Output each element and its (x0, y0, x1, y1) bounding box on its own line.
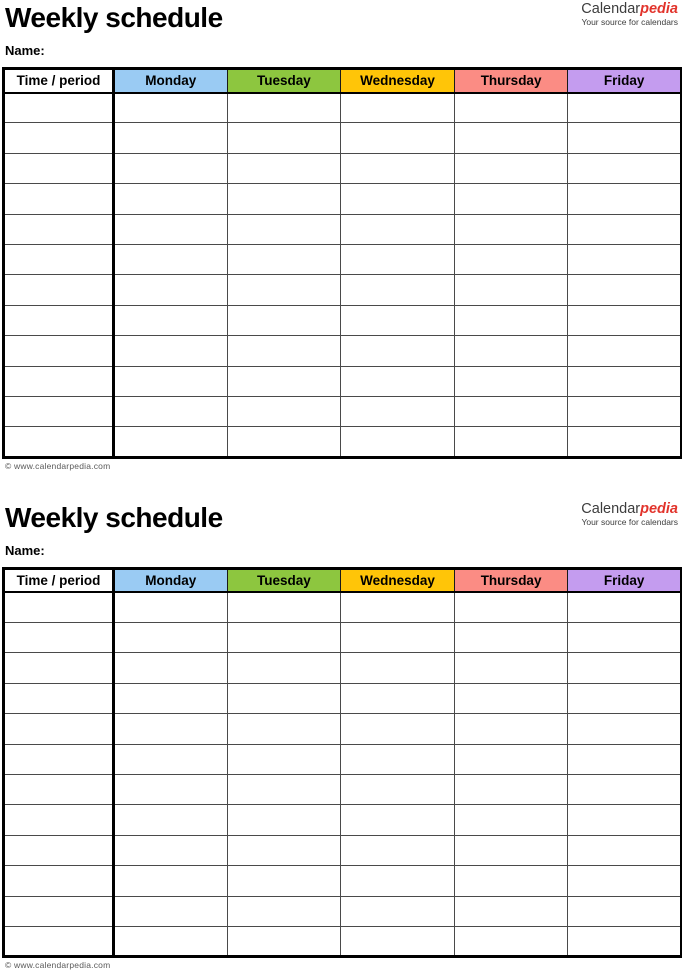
header-cell-time-period: Time / period (4, 69, 114, 93)
day-cell (568, 336, 682, 366)
day-cell (341, 184, 455, 214)
day-cell (454, 93, 568, 123)
day-cell (114, 123, 228, 153)
header-cell-time-period: Time / period (4, 568, 114, 592)
day-cell (454, 275, 568, 305)
day-cell (454, 805, 568, 835)
logo-part1: Calendar (581, 1, 641, 17)
schedule-section-2 (0, 502, 682, 970)
day-cell (341, 275, 455, 305)
time-period-cell (4, 427, 114, 457)
day-cell (454, 396, 568, 426)
day-cell (568, 123, 682, 153)
day-cell (114, 275, 228, 305)
day-cell (227, 214, 341, 244)
day-cell (341, 835, 455, 865)
day-cell (114, 336, 228, 366)
header-cell-thursday: Thursday (454, 69, 568, 93)
day-cell (227, 775, 341, 805)
day-cell (454, 714, 568, 744)
schedule-row (4, 336, 682, 366)
day-cell (454, 153, 568, 183)
day-cell (114, 775, 228, 805)
time-period-cell (4, 214, 114, 244)
header-cell-tuesday: Tuesday (227, 568, 341, 592)
schedule-row (4, 305, 682, 335)
day-cell (114, 427, 228, 457)
day-cell (568, 93, 682, 123)
day-cell (454, 366, 568, 396)
header-cell-friday: Friday (568, 69, 682, 93)
day-cell (341, 427, 455, 457)
day-cell (341, 896, 455, 926)
day-cell (454, 123, 568, 153)
day-cell (454, 866, 568, 896)
logo-part2: pedia (640, 1, 678, 17)
day-cell (454, 184, 568, 214)
schedule-row (4, 714, 682, 744)
day-cell (114, 153, 228, 183)
day-cell (568, 926, 682, 956)
day-cell (568, 805, 682, 835)
time-period-cell (4, 275, 114, 305)
day-cell (114, 896, 228, 926)
day-cell (227, 123, 341, 153)
day-cell (341, 214, 455, 244)
schedule-row (4, 184, 682, 214)
header-cell-tuesday: Tuesday (227, 69, 341, 93)
day-cell (227, 926, 341, 956)
day-cell (227, 244, 341, 274)
day-cell (454, 835, 568, 865)
logo-tagline: Your source for calendars (581, 17, 678, 28)
schedule-row (4, 653, 682, 683)
schedule-row (4, 153, 682, 183)
schedule-row (4, 896, 682, 926)
day-cell (454, 336, 568, 366)
schedule-row (4, 926, 682, 956)
day-cell (341, 244, 455, 274)
schedule-row (4, 805, 682, 835)
day-cell (568, 396, 682, 426)
header-cell-wednesday: Wednesday (341, 568, 455, 592)
day-cell (227, 683, 341, 713)
day-cell (454, 305, 568, 335)
time-period-cell (4, 653, 114, 683)
day-cell (568, 592, 682, 622)
time-period-cell (4, 592, 114, 622)
time-period-cell (4, 683, 114, 713)
day-cell (568, 714, 682, 744)
day-cell (341, 926, 455, 956)
day-cell (227, 336, 341, 366)
day-cell (568, 244, 682, 274)
day-cell (114, 805, 228, 835)
day-cell (227, 93, 341, 123)
time-period-cell (4, 866, 114, 896)
name-label: Name: (5, 542, 45, 558)
day-cell (114, 244, 228, 274)
page-title: Weekly schedule (5, 2, 223, 33)
time-period-cell (4, 336, 114, 366)
day-cell (227, 805, 341, 835)
day-cell (341, 683, 455, 713)
schedule-table (2, 67, 682, 459)
logo-part2: pedia (640, 500, 678, 517)
day-cell (227, 275, 341, 305)
schedule-header-row (4, 568, 682, 592)
day-cell (114, 866, 228, 896)
day-cell (568, 305, 682, 335)
day-cell (227, 866, 341, 896)
day-cell (227, 184, 341, 214)
schedule-row (4, 244, 682, 274)
day-cell (568, 153, 682, 183)
time-period-cell (4, 775, 114, 805)
time-period-cell (4, 835, 114, 865)
schedule-row (4, 275, 682, 305)
schedule-row (4, 366, 682, 396)
schedule-table (2, 567, 682, 959)
time-period-cell (4, 744, 114, 774)
day-cell (454, 592, 568, 622)
copyright-text: © www.calendarpedia.com (5, 460, 111, 471)
day-cell (114, 305, 228, 335)
time-period-cell (4, 805, 114, 835)
day-cell (114, 714, 228, 744)
day-cell (454, 214, 568, 244)
schedule-row (4, 835, 682, 865)
day-cell (114, 683, 228, 713)
day-cell (114, 653, 228, 683)
time-period-cell (4, 396, 114, 426)
day-cell (341, 866, 455, 896)
time-period-cell (4, 123, 114, 153)
day-cell (227, 396, 341, 426)
day-cell (114, 835, 228, 865)
day-cell (227, 896, 341, 926)
day-cell (227, 744, 341, 774)
day-cell (114, 214, 228, 244)
schedule-row (4, 683, 682, 713)
day-cell (341, 775, 455, 805)
calendarpedia-logo (581, 2, 678, 27)
day-cell (454, 653, 568, 683)
schedule-row (4, 93, 682, 123)
header-cell-wednesday: Wednesday (341, 69, 455, 93)
day-cell (568, 214, 682, 244)
header-cell-thursday: Thursday (454, 568, 568, 592)
section-header (2, 2, 680, 36)
day-cell (227, 305, 341, 335)
day-cell (114, 926, 228, 956)
logo-wordmark (581, 502, 678, 517)
day-cell (227, 153, 341, 183)
day-cell (341, 305, 455, 335)
logo-part1: Calendar (581, 500, 641, 517)
day-cell (341, 592, 455, 622)
time-period-cell (4, 714, 114, 744)
day-cell (341, 153, 455, 183)
day-cell (227, 835, 341, 865)
time-period-cell (4, 305, 114, 335)
schedule-row (4, 866, 682, 896)
day-cell (568, 683, 682, 713)
day-cell (454, 896, 568, 926)
section-header (2, 502, 680, 536)
day-cell (114, 366, 228, 396)
day-cell (341, 366, 455, 396)
time-period-cell (4, 623, 114, 653)
schedule-row (4, 123, 682, 153)
day-cell (341, 123, 455, 153)
page-title: Weekly schedule (5, 501, 223, 533)
day-cell (227, 623, 341, 653)
day-cell (568, 623, 682, 653)
logo-tagline: Your source for calendars (581, 516, 678, 527)
day-cell (341, 744, 455, 774)
time-period-cell (4, 366, 114, 396)
day-cell (341, 623, 455, 653)
schedule-row (4, 396, 682, 426)
day-cell (341, 336, 455, 366)
day-cell (454, 244, 568, 274)
name-label: Name: (5, 43, 45, 58)
day-cell (568, 275, 682, 305)
day-cell (114, 93, 228, 123)
day-cell (568, 866, 682, 896)
day-cell (454, 427, 568, 457)
time-period-cell (4, 153, 114, 183)
day-cell (114, 184, 228, 214)
schedule-row (4, 623, 682, 653)
schedule-section-1 (0, 2, 682, 471)
copyright-text: © www.calendarpedia.com (5, 960, 111, 970)
schedule-row (4, 427, 682, 457)
schedule-row (4, 214, 682, 244)
time-period-cell (4, 184, 114, 214)
time-period-cell (4, 93, 114, 123)
day-cell (454, 775, 568, 805)
schedule-header-row (4, 69, 682, 93)
time-period-cell (4, 244, 114, 274)
logo-wordmark (581, 2, 678, 17)
schedule-row (4, 592, 682, 622)
day-cell (341, 653, 455, 683)
calendarpedia-logo (581, 502, 678, 527)
day-cell (227, 653, 341, 683)
day-cell (227, 366, 341, 396)
day-cell (114, 744, 228, 774)
day-cell (454, 683, 568, 713)
day-cell (568, 366, 682, 396)
day-cell (227, 427, 341, 457)
day-cell (341, 805, 455, 835)
day-cell (341, 93, 455, 123)
day-cell (568, 653, 682, 683)
day-cell (568, 184, 682, 214)
header-cell-monday: Monday (114, 568, 228, 592)
day-cell (568, 835, 682, 865)
day-cell (454, 926, 568, 956)
day-cell (454, 623, 568, 653)
day-cell (568, 775, 682, 805)
day-cell (341, 396, 455, 426)
day-cell (568, 427, 682, 457)
day-cell (114, 623, 228, 653)
day-cell (227, 714, 341, 744)
day-cell (341, 714, 455, 744)
schedule-row (4, 744, 682, 774)
time-period-cell (4, 926, 114, 956)
time-period-cell (4, 896, 114, 926)
day-cell (568, 896, 682, 926)
schedule-row (4, 775, 682, 805)
day-cell (114, 592, 228, 622)
header-cell-monday: Monday (114, 69, 228, 93)
day-cell (114, 396, 228, 426)
header-cell-friday: Friday (568, 568, 682, 592)
day-cell (227, 592, 341, 622)
day-cell (454, 744, 568, 774)
day-cell (568, 744, 682, 774)
